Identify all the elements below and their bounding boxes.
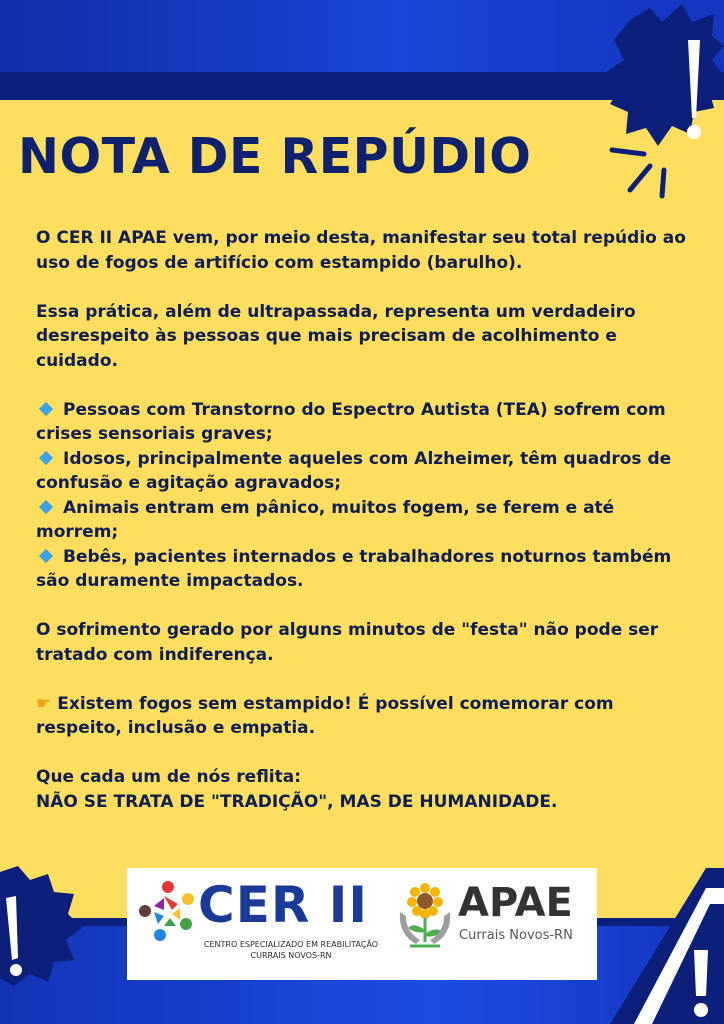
exclamation-badge-icon (600, 0, 724, 200)
cer-logo-location: CURRAIS NOVOS-RN (250, 951, 332, 960)
list-item: Bebês, pacientes internados e trabalhadores noturnos também são duramente impactados. (36, 546, 672, 591)
paragraph-alternative: ☛ Existem fogos sem estampido! É possível comemorar com respeito, inclusão e empatia. (36, 693, 614, 738)
warning-triangle-icon (610, 868, 724, 1024)
closing-line-2: NÃO SE TRATA DE "TRADIÇÃO", MAS DE HUMANIDADE. (36, 791, 558, 812)
statement-body (36, 226, 686, 814)
small-blue-diamond-icon (39, 548, 53, 562)
impact-list (36, 398, 686, 594)
closing-line-1: Que cada um de nós reflita: (36, 767, 302, 787)
paragraph-suffering: O sofrimento gerado por alguns minutos de "festa" não pode ser tratado com indiferença. (36, 620, 659, 665)
apae-logo-location: Currais Novos-RN (459, 928, 573, 943)
small-blue-diamond-icon (39, 450, 53, 464)
apae-flower-logo-icon (396, 882, 454, 952)
paragraph-practice: Essa prática, além de ultrapassada, representa um verdadeiro desrespeito às pessoas que mais precisam de acolhimento e cuidado. (36, 301, 636, 371)
cer-logo-title: CER II (198, 876, 368, 934)
list-item: Idosos, principalmente aqueles com Alzheimer, têm quadros de confusão e agitação agravados; (36, 448, 672, 493)
cer-people-logo-icon (138, 880, 198, 942)
paragraph-intro: O CER II APAE vem, por meio desta, manifestar seu total repúdio ao uso de fogos de artifício com estampido (barulho). (36, 228, 686, 273)
small-blue-diamond-icon (39, 401, 53, 415)
exclamation-badge-icon (0, 866, 84, 986)
pointing-hand-icon: ☛ (36, 693, 52, 714)
page-title: NOTA DE REPÚDIO (18, 128, 532, 185)
list-item: Pessoas com Transtorno do Espectro Autista (TEA) sofrem com crises sensoriais graves; (36, 399, 666, 444)
small-blue-diamond-icon (39, 499, 53, 513)
apae-logo-title: APAE (458, 880, 573, 926)
cer-logo-subtitle: CENTRO ESPECIALIZADO EM REABILITAÇÃO (203, 940, 379, 949)
list-item: Animais entram em pânico, muitos fogem, se ferem e até morrem; (36, 497, 615, 542)
